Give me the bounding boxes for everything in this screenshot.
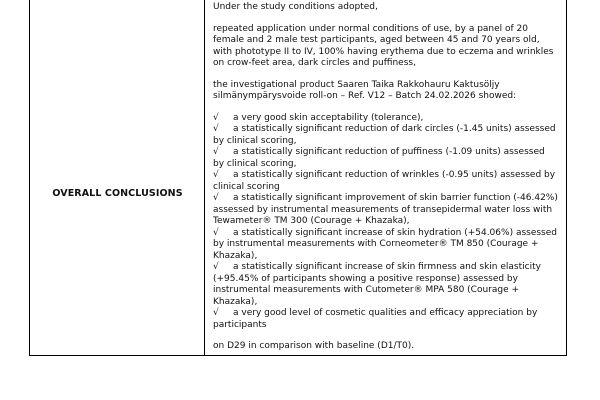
check-mark-icon: √: [213, 227, 219, 238]
check-mark-icon: √: [213, 193, 219, 203]
check-mark-icon: √: [213, 112, 219, 123]
result-item: [213, 170, 558, 193]
product-paragraph: the investigational product Saaren Taika Rakkohauru Kaktusöljy silmänympärysvoide roll-on – Ref. V12 – Batch 24.02.2026 showed:: [213, 79, 517, 101]
result-text: a statistically significant improvement of skin barrier function (-46.42%) assessed by instrumental measurements of transepidermal water loss with Tewameter® TM 300 (Courage + Khazaka),: [213, 193, 558, 226]
closing-paragraph: on D29 in comparison with baseline (D1/T0).: [213, 341, 415, 351]
intro-paragraph: Under the study conditions adopted,: [213, 2, 378, 12]
result-text: a statistically significant increase of skin hydration (+54.06%) assessed by instrumental measurements with Corneometer® TM 850 (Courage + Khazaka),: [213, 227, 557, 261]
result-item: [213, 124, 558, 147]
result-text: a very good skin acceptability (tolerance),: [233, 112, 424, 123]
check-mark-icon: √: [213, 308, 219, 318]
check-mark-icon: √: [213, 262, 219, 272]
result-text: a statistically significant increase of skin firmness and skin elasticity (+95.45% of participants showing a positive response) assessed by instrumental measurements with Cutometer® MPA 580 (Courage + Khazaka),: [213, 262, 541, 307]
content-cell: [205, 0, 565, 355]
result-text: a statistically significant reduction of puffiness (-1.09 units) assessed by clinical scoring,: [213, 147, 545, 169]
check-mark-icon: √: [213, 147, 219, 157]
result-item: [213, 262, 558, 308]
conclusions-table: [29, 0, 567, 356]
check-mark-icon: √: [213, 124, 219, 134]
result-item: [213, 113, 558, 125]
result-item: [213, 193, 558, 228]
result-item: [213, 308, 558, 331]
result-text: a very good level of cosmetic qualities and efficacy appreciation by participants: [213, 308, 538, 330]
result-text: a statistically significant reduction of wrinkles (-0.95 units) assessed by clinical scoring: [213, 170, 556, 192]
section-label: OVERALL CONCLUSIONS: [52, 188, 183, 199]
result-item: [213, 228, 558, 263]
result-text: a statistically significant reduction of dark circles (-1.45 units) assessed by clinical scoring,: [213, 124, 556, 146]
check-mark-icon: √: [213, 170, 219, 180]
panel-paragraph: repeated application under normal conditions of use, by a panel of 20 female and 2 male test participants, aged between 45 and 70 years old, with phototype II to IV, 100% having erythema due to eczema and wrinkles on crow-feet area, dark circles and puffiness,: [213, 23, 554, 68]
label-cell: [30, 0, 205, 355]
conclusions-content: [213, 2, 558, 353]
result-item: [213, 147, 558, 170]
